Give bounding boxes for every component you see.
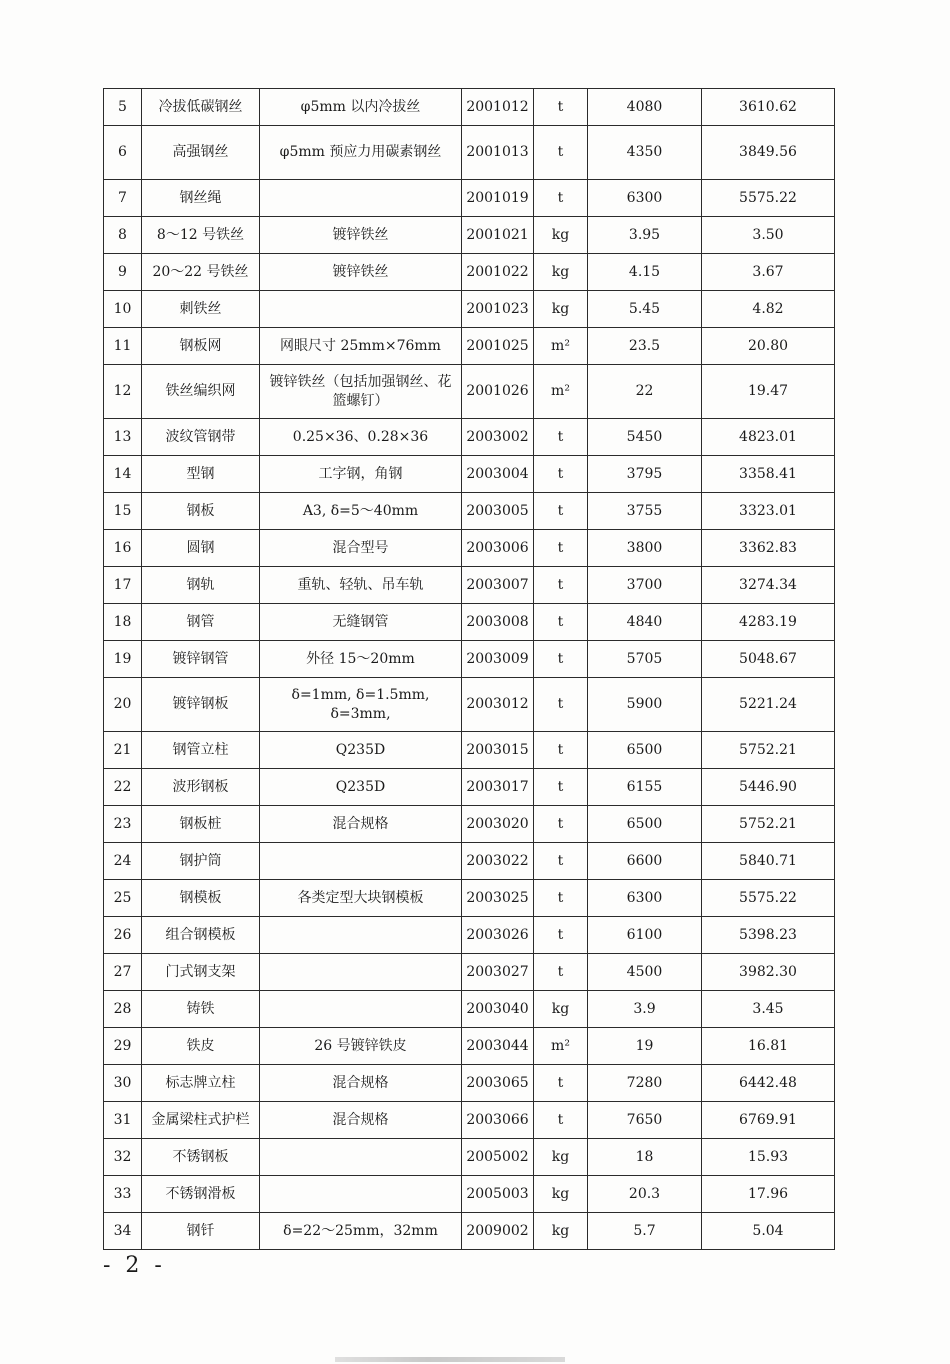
row-number-cell: 13: [104, 419, 142, 456]
price-tax-excluded-cell: 5575.22: [702, 880, 835, 917]
table-body: [104, 89, 835, 1250]
material-code-cell: 2001022: [462, 254, 534, 291]
specification-cell: φ5mm 预应力用碳素钢丝: [260, 126, 462, 180]
material-code-cell: 2003025: [462, 880, 534, 917]
price-tax-included-cell: 5900: [588, 678, 702, 732]
specification-cell: 镀锌铁丝: [260, 217, 462, 254]
price-tax-included-cell: 6300: [588, 880, 702, 917]
table-row: [104, 604, 835, 641]
material-name-cell: 钢管立柱: [142, 732, 260, 769]
price-tax-excluded-cell: 5398.23: [702, 917, 835, 954]
specification-cell: δ=1mm, δ=1.5mm, δ=3mm,: [260, 678, 462, 732]
unit-cell: kg: [534, 991, 588, 1028]
price-tax-included-cell: 5450: [588, 419, 702, 456]
price-tax-included-cell: 4.15: [588, 254, 702, 291]
table-row: [104, 806, 835, 843]
price-tax-excluded-cell: 3982.30: [702, 954, 835, 991]
unit-cell: t: [534, 917, 588, 954]
material-code-cell: 2001019: [462, 180, 534, 217]
price-tax-excluded-cell: 3274.34: [702, 567, 835, 604]
price-tax-excluded-cell: 5.04: [702, 1213, 835, 1250]
price-tax-included-cell: 7650: [588, 1102, 702, 1139]
row-number-cell: 14: [104, 456, 142, 493]
unit-cell: kg: [534, 1176, 588, 1213]
row-number-cell: 5: [104, 89, 142, 126]
price-tax-excluded-cell: 3358.41: [702, 456, 835, 493]
material-price-table: [103, 88, 835, 1250]
unit-cell: t: [534, 419, 588, 456]
material-name-cell: 铁皮: [142, 1028, 260, 1065]
row-number-cell: 26: [104, 917, 142, 954]
price-tax-excluded-cell: 5446.90: [702, 769, 835, 806]
table-row: [104, 419, 835, 456]
table-row: [104, 641, 835, 678]
material-name-cell: 钢护筒: [142, 843, 260, 880]
price-tax-included-cell: 3.95: [588, 217, 702, 254]
unit-cell: t: [534, 880, 588, 917]
row-number-cell: 24: [104, 843, 142, 880]
material-name-cell: 铁丝编织网: [142, 365, 260, 419]
table-row: [104, 1102, 835, 1139]
material-code-cell: 2003027: [462, 954, 534, 991]
unit-cell: m²: [534, 365, 588, 419]
price-tax-included-cell: 5.45: [588, 291, 702, 328]
material-code-cell: 2003005: [462, 493, 534, 530]
price-tax-included-cell: 4350: [588, 126, 702, 180]
unit-cell: m²: [534, 328, 588, 365]
row-number-cell: 15: [104, 493, 142, 530]
unit-cell: kg: [534, 1139, 588, 1176]
row-number-cell: 17: [104, 567, 142, 604]
unit-cell: t: [534, 456, 588, 493]
specification-cell: A3, δ=5～40mm: [260, 493, 462, 530]
material-name-cell: 不锈钢板: [142, 1139, 260, 1176]
specification-cell: [260, 843, 462, 880]
material-name-cell: 镀锌钢管: [142, 641, 260, 678]
price-tax-included-cell: 20.3: [588, 1176, 702, 1213]
unit-cell: kg: [534, 254, 588, 291]
unit-cell: t: [534, 641, 588, 678]
unit-cell: t: [534, 769, 588, 806]
table-row: [104, 180, 835, 217]
page-number: - 2 -: [103, 1253, 166, 1278]
price-tax-excluded-cell: 5752.21: [702, 806, 835, 843]
specification-cell: [260, 954, 462, 991]
table-row: [104, 493, 835, 530]
material-code-cell: 2001025: [462, 328, 534, 365]
table-row: [104, 954, 835, 991]
price-tax-included-cell: 6500: [588, 732, 702, 769]
unit-cell: t: [534, 493, 588, 530]
row-number-cell: 18: [104, 604, 142, 641]
row-number-cell: 12: [104, 365, 142, 419]
unit-cell: m²: [534, 1028, 588, 1065]
price-tax-included-cell: 3700: [588, 567, 702, 604]
price-tax-included-cell: 3800: [588, 530, 702, 567]
specification-cell: Q235D: [260, 769, 462, 806]
specification-cell: 重轨、轻轨、吊车轨: [260, 567, 462, 604]
specification-cell: 混合规格: [260, 806, 462, 843]
row-number-cell: 28: [104, 991, 142, 1028]
price-tax-excluded-cell: 20.80: [702, 328, 835, 365]
table-row: [104, 89, 835, 126]
specification-cell: [260, 917, 462, 954]
price-tax-excluded-cell: 16.81: [702, 1028, 835, 1065]
material-name-cell: 钢板网: [142, 328, 260, 365]
specification-cell: 各类定型大块钢模板: [260, 880, 462, 917]
material-name-cell: 钢丝绳: [142, 180, 260, 217]
specification-cell: [260, 291, 462, 328]
material-name-cell: 8～12 号铁丝: [142, 217, 260, 254]
material-name-cell: 标志牌立柱: [142, 1065, 260, 1102]
table-row: [104, 1176, 835, 1213]
specification-cell: 混合规格: [260, 1102, 462, 1139]
unit-cell: t: [534, 732, 588, 769]
specification-cell: 网眼尺寸 25mm×76mm: [260, 328, 462, 365]
unit-cell: t: [534, 678, 588, 732]
material-name-cell: 金属梁柱式护栏: [142, 1102, 260, 1139]
price-tax-included-cell: 22: [588, 365, 702, 419]
price-tax-excluded-cell: 19.47: [702, 365, 835, 419]
material-name-cell: 不锈钢滑板: [142, 1176, 260, 1213]
material-code-cell: 2001012: [462, 89, 534, 126]
specification-cell: 外径 15～20mm: [260, 641, 462, 678]
row-number-cell: 11: [104, 328, 142, 365]
price-tax-excluded-cell: 15.93: [702, 1139, 835, 1176]
row-number-cell: 25: [104, 880, 142, 917]
price-tax-included-cell: 6600: [588, 843, 702, 880]
material-code-cell: 2003004: [462, 456, 534, 493]
material-name-cell: 门式钢支架: [142, 954, 260, 991]
material-name-cell: 钢模板: [142, 880, 260, 917]
price-tax-included-cell: 6155: [588, 769, 702, 806]
price-tax-excluded-cell: 5048.67: [702, 641, 835, 678]
price-tax-included-cell: 4080: [588, 89, 702, 126]
price-tax-included-cell: 6500: [588, 806, 702, 843]
price-tax-included-cell: 3755: [588, 493, 702, 530]
table-row: [104, 991, 835, 1028]
table-row: [104, 880, 835, 917]
specification-cell: φ5mm 以内冷拔丝: [260, 89, 462, 126]
table-row: [104, 217, 835, 254]
row-number-cell: 29: [104, 1028, 142, 1065]
price-tax-excluded-cell: 3323.01: [702, 493, 835, 530]
row-number-cell: 8: [104, 217, 142, 254]
material-code-cell: 2001021: [462, 217, 534, 254]
specification-cell: 混合规格: [260, 1065, 462, 1102]
specification-cell: 0.25×36、0.28×36: [260, 419, 462, 456]
unit-cell: kg: [534, 1213, 588, 1250]
material-name-cell: 钢板桩: [142, 806, 260, 843]
material-code-cell: 2003022: [462, 843, 534, 880]
price-tax-excluded-cell: 3849.56: [702, 126, 835, 180]
table-row: [104, 769, 835, 806]
material-name-cell: 钢钎: [142, 1213, 260, 1250]
price-tax-included-cell: 5.7: [588, 1213, 702, 1250]
price-tax-excluded-cell: 5221.24: [702, 678, 835, 732]
unit-cell: t: [534, 126, 588, 180]
row-number-cell: 16: [104, 530, 142, 567]
price-tax-included-cell: 7280: [588, 1065, 702, 1102]
material-name-cell: 钢板: [142, 493, 260, 530]
specification-cell: 工字钢，角钢: [260, 456, 462, 493]
specification-cell: 混合型号: [260, 530, 462, 567]
table-row: [104, 530, 835, 567]
table-row: [104, 365, 835, 419]
price-tax-excluded-cell: 5840.71: [702, 843, 835, 880]
row-number-cell: 32: [104, 1139, 142, 1176]
material-code-cell: 2005003: [462, 1176, 534, 1213]
material-code-cell: 2003006: [462, 530, 534, 567]
price-tax-included-cell: 6100: [588, 917, 702, 954]
price-tax-excluded-cell: 3610.62: [702, 89, 835, 126]
material-name-cell: 刺铁丝: [142, 291, 260, 328]
row-number-cell: 20: [104, 678, 142, 732]
specification-cell: [260, 1139, 462, 1176]
specification-cell: Q235D: [260, 732, 462, 769]
specification-cell: 镀锌铁丝: [260, 254, 462, 291]
material-name-cell: 波纹管钢带: [142, 419, 260, 456]
price-tax-excluded-cell: 6442.48: [702, 1065, 835, 1102]
material-name-cell: 波形钢板: [142, 769, 260, 806]
row-number-cell: 7: [104, 180, 142, 217]
price-tax-excluded-cell: 3362.83: [702, 530, 835, 567]
material-name-cell: 20～22 号铁丝: [142, 254, 260, 291]
unit-cell: t: [534, 954, 588, 991]
price-tax-included-cell: 23.5: [588, 328, 702, 365]
price-tax-excluded-cell: 4283.19: [702, 604, 835, 641]
row-number-cell: 6: [104, 126, 142, 180]
material-code-cell: 2003007: [462, 567, 534, 604]
material-code-cell: 2001023: [462, 291, 534, 328]
material-name-cell: 钢轨: [142, 567, 260, 604]
unit-cell: kg: [534, 291, 588, 328]
specification-cell: δ=22～25mm，32mm: [260, 1213, 462, 1250]
price-tax-excluded-cell: 4.82: [702, 291, 835, 328]
row-number-cell: 34: [104, 1213, 142, 1250]
material-name-cell: 组合钢模板: [142, 917, 260, 954]
table-row: [104, 291, 835, 328]
unit-cell: t: [534, 180, 588, 217]
row-number-cell: 22: [104, 769, 142, 806]
specification-cell: 无缝钢管: [260, 604, 462, 641]
price-tax-excluded-cell: 17.96: [702, 1176, 835, 1213]
material-code-cell: 2005002: [462, 1139, 534, 1176]
price-tax-included-cell: 3.9: [588, 991, 702, 1028]
price-tax-excluded-cell: 3.50: [702, 217, 835, 254]
material-code-cell: 2003002: [462, 419, 534, 456]
unit-cell: t: [534, 567, 588, 604]
material-name-cell: 型钢: [142, 456, 260, 493]
row-number-cell: 9: [104, 254, 142, 291]
material-code-cell: 2003026: [462, 917, 534, 954]
scan-edge-mark: [335, 1357, 565, 1362]
unit-cell: t: [534, 1102, 588, 1139]
price-tax-included-cell: 19: [588, 1028, 702, 1065]
material-code-cell: 2003040: [462, 991, 534, 1028]
row-number-cell: 31: [104, 1102, 142, 1139]
specification-cell: 镀锌铁丝（包括加强钢丝、花篮螺钉）: [260, 365, 462, 419]
row-number-cell: 21: [104, 732, 142, 769]
specification-cell: [260, 991, 462, 1028]
table-row: [104, 328, 835, 365]
row-number-cell: 33: [104, 1176, 142, 1213]
material-code-cell: 2003012: [462, 678, 534, 732]
material-code-cell: 2009002: [462, 1213, 534, 1250]
row-number-cell: 10: [104, 291, 142, 328]
price-tax-included-cell: 4500: [588, 954, 702, 991]
price-tax-excluded-cell: 4823.01: [702, 419, 835, 456]
unit-cell: t: [534, 89, 588, 126]
material-code-cell: 2003017: [462, 769, 534, 806]
table-row: [104, 1213, 835, 1250]
material-code-cell: 2003008: [462, 604, 534, 641]
material-code-cell: 2003009: [462, 641, 534, 678]
unit-cell: t: [534, 806, 588, 843]
specification-cell: [260, 180, 462, 217]
price-tax-excluded-cell: 5575.22: [702, 180, 835, 217]
price-tax-included-cell: 5705: [588, 641, 702, 678]
table-row: [104, 843, 835, 880]
table-row: [104, 1065, 835, 1102]
table-row: [104, 1139, 835, 1176]
material-name-cell: 镀锌钢板: [142, 678, 260, 732]
specification-cell: [260, 1176, 462, 1213]
price-tax-included-cell: 6300: [588, 180, 702, 217]
material-code-cell: 2003066: [462, 1102, 534, 1139]
price-tax-excluded-cell: 6769.91: [702, 1102, 835, 1139]
material-name-cell: 圆钢: [142, 530, 260, 567]
specification-cell: 26 号镀锌铁皮: [260, 1028, 462, 1065]
material-name-cell: 铸铁: [142, 991, 260, 1028]
price-tax-excluded-cell: 3.67: [702, 254, 835, 291]
table-row: [104, 567, 835, 604]
material-code-cell: 2001026: [462, 365, 534, 419]
price-tax-excluded-cell: 5752.21: [702, 732, 835, 769]
material-code-cell: 2001013: [462, 126, 534, 180]
unit-cell: t: [534, 530, 588, 567]
material-code-cell: 2003065: [462, 1065, 534, 1102]
table-row: [104, 1028, 835, 1065]
row-number-cell: 30: [104, 1065, 142, 1102]
price-tax-included-cell: 18: [588, 1139, 702, 1176]
unit-cell: kg: [534, 217, 588, 254]
material-code-cell: 2003020: [462, 806, 534, 843]
price-tax-excluded-cell: 3.45: [702, 991, 835, 1028]
row-number-cell: 19: [104, 641, 142, 678]
row-number-cell: 23: [104, 806, 142, 843]
material-name-cell: 高强钢丝: [142, 126, 260, 180]
unit-cell: t: [534, 604, 588, 641]
table-row: [104, 456, 835, 493]
material-name-cell: 冷拔低碳钢丝: [142, 89, 260, 126]
unit-cell: t: [534, 1065, 588, 1102]
table-row: [104, 126, 835, 180]
material-code-cell: 2003044: [462, 1028, 534, 1065]
table-row: [104, 254, 835, 291]
table-row: [104, 917, 835, 954]
material-code-cell: 2003015: [462, 732, 534, 769]
table-row: [104, 678, 835, 732]
price-tax-included-cell: 3795: [588, 456, 702, 493]
table-row: [104, 732, 835, 769]
unit-cell: t: [534, 843, 588, 880]
material-name-cell: 钢管: [142, 604, 260, 641]
price-tax-included-cell: 4840: [588, 604, 702, 641]
row-number-cell: 27: [104, 954, 142, 991]
